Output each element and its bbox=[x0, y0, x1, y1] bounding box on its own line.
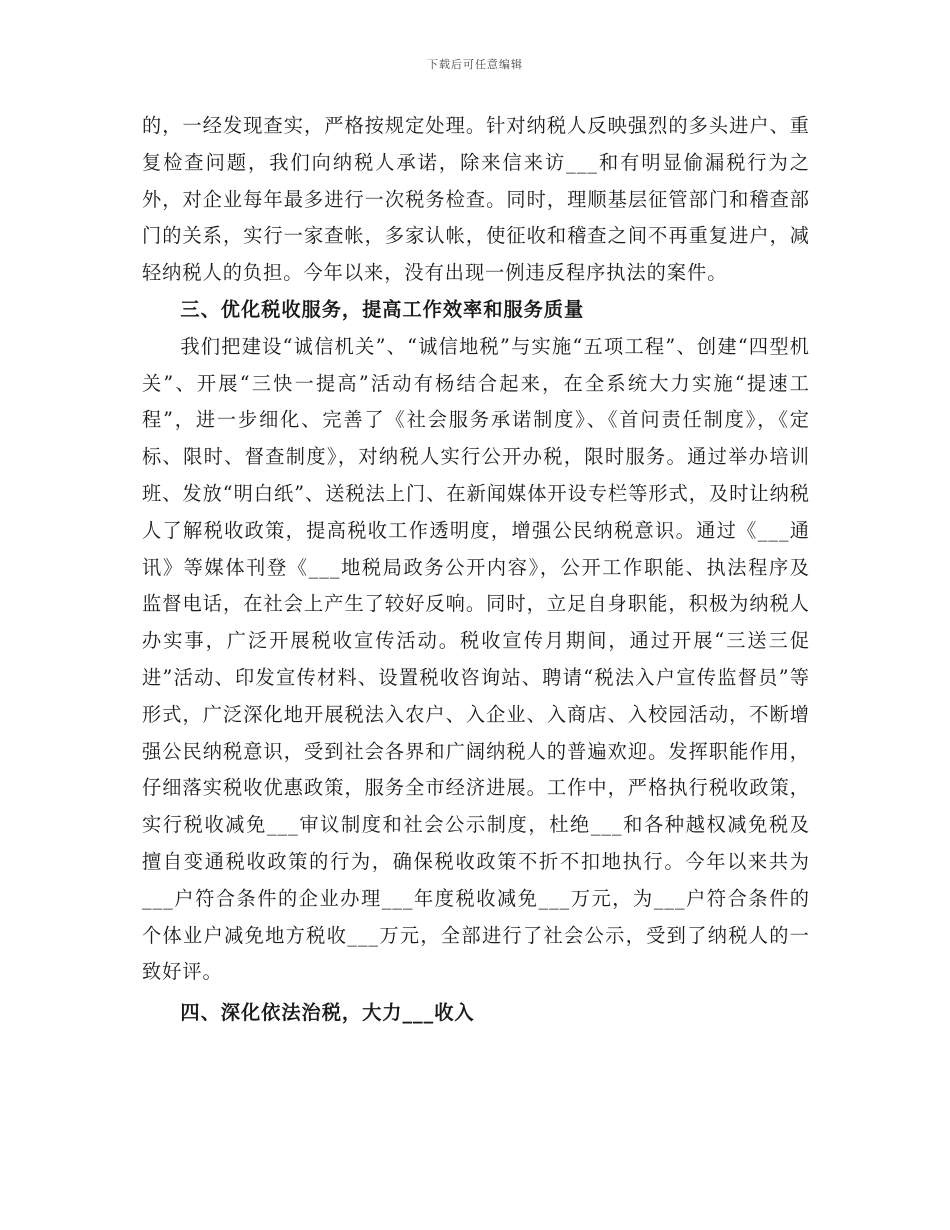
paragraph-service: 我们把建设“诚信机关”、“诚信地税”与实施“五项工程”、创建“四型机关”、开展“三快一提高”活动有杨结合起来，在全系统大力实施“提速工程”，进一步细化、完善了《社会服务承诺制度》、《首问责任制度》，《定标、限时、督查制度》，对纳税人实行公开办税，限时服务。通过举办培训班、发放“明白纸”、送税法上门、在新闻媒体开设专栏等形式，及时让纳税人了解税收政策，提高税收工作透明度，增强公民纳税意识。通过《___通讯》等媒体刊登《___地税局政务公开内容》，公开工作职能、执法程序及监督电话，在社会上产生了较好反响。同时，立足自身职能，积极为纳税人办实事，广泛开展税收宣传活动。税收宣传月期间，通过开展“三送三促进”活动、印发宣传材料、设置税收咨询站、聘请“税法入户宣传监督员”等形式，广泛深化地开展税法入农户、入企业、入商店、入校园活动，不断增强公民纳税意识，受到社会各界和广阔纳税人的普遍欢迎。发挥职能作用，仔细落实税收优惠政策，服务全市经济进展。工作中，严格执行税收政策，实行税收减免___审议制度和社会公示制度，杜绝___和各种越权减免税及擅自变通税收政策的行为，确保税收政策不折不扣地执行。今年以来共为___户符合条件的企业办理___年度税收减免___万元，为___户符合条件的个体业户减免地方税收___万元，全部进行了社会公示，受到了纳税人的一致好评。 bbox=[142, 334, 810, 984]
section-heading-4: 四、深化依法治税，大力___收入 bbox=[180, 1001, 475, 1025]
page-header: 下载后可任意编辑 bbox=[427, 58, 523, 71]
document-body bbox=[142, 108, 810, 1032]
paragraph-continuation: 的，一经发现查实，严格按规定处理。针对纳税人反映强烈的多头进户、重复检查问题，我们向纳税人承诺，除来信来访___和有明显偷漏税行为之外，对企业每年最多进行一次税务检查。同时，理顺基层征管部门和稽查部门的关系，实行一家查帐，多家认帐，使征收和稽查之间不再重复进户，减轻纳税人的负担。今年以来，没有出现一例违反程序执法的案件。 bbox=[142, 114, 810, 285]
section-heading-3: 三、优化税收服务，提高工作效率和服务质量 bbox=[180, 297, 585, 321]
